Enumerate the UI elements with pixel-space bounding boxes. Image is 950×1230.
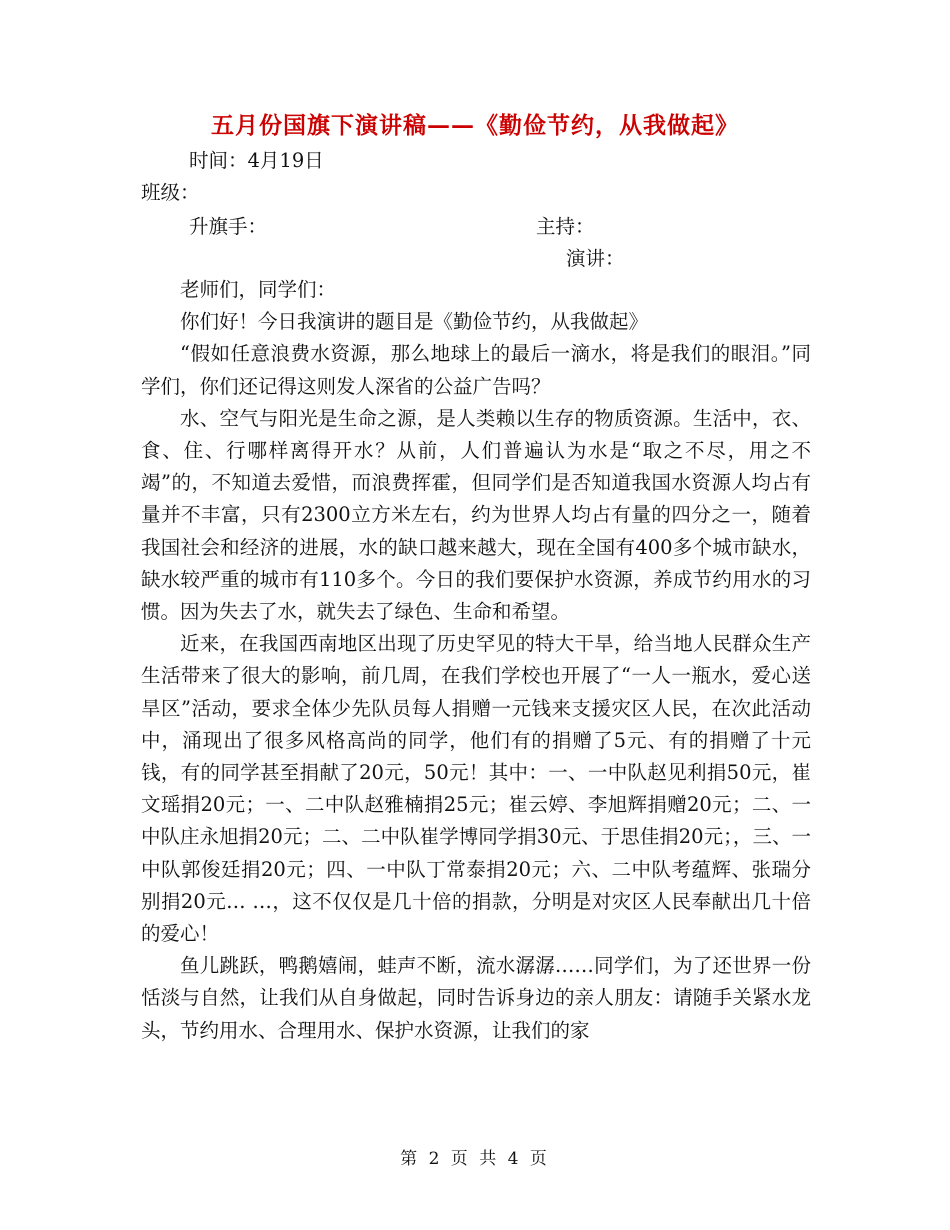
paragraph-water: 水、空气与阳光是生命之源，是人类赖以生存的物质资源。生活中，衣、食、住、行哪样离得开水？从前，人们普遍认为水是“取之不尽，用之不竭”的，不知道去爱惜，而浪费挥霍，但同学们是否知道我国水资源人均占有量并不丰富，只有2300立方米左右，约为世界人均占有量的四分之一，随着我国社会和经济的进展，水的缺口越来越大，现在全国有400多个城市缺水，缺水较严重的城市有110多个。今日的我们要保护水资源，养成节约用水的习惯。因为失去了水，就失去了绿色、生命和希望。 — [141, 406, 811, 624]
paragraph-quote: “假如任意浪费水资源，那么地球上的最后一滴水，将是我们的眼泪。”同学们，你们还记得这则发人深省的公益广告吗？ — [141, 342, 811, 398]
meta-flag-raiser: 升旗手： — [189, 215, 268, 238]
meta-class: 班级： — [141, 181, 200, 204]
meta-speaker: 演讲： — [566, 247, 625, 270]
meta-host: 主持： — [536, 215, 595, 238]
document-title: 五月份国旗下演讲稿——《勤俭节约，从我做起》 — [211, 112, 739, 139]
paragraph-greeting: 老师们，同学们： — [180, 278, 337, 301]
paragraph-donation: 近来，在我国西南地区出现了历史罕见的特大干旱，给当地人民群众生产生活带来了很大的影响，前几周，在我们学校也开展了“一人一瓶水，爱心送旱区”活动，要求全体少先队员每人捐赠一元钱来支援灾区人民，在次此活动中，涌现出了很多风格高尚的同学，他们有的捐赠了5元、有的捐赠了十元钱，有的同学甚至捐献了20元，50元！其中：一、一中队赵见利捐50元，崔文瑶捐20元；一、二中队赵雅楠捐25元；崔云婷、李旭辉捐赠20元；二、一中队庄永旭捐20元；二、二中队崔学博同学捐30元、于思佳捐20元；，三、一中队郭俊廷捐20元；四、一中队丁常泰捐20元；六、二中队考蕴辉、张瑞分别捐20元… …，这不仅仅是几十倍的捐款，分明是对灾区人民奉献出几十倍的爱心！ — [141, 632, 811, 946]
paragraph-topic: 你们好！今日我演讲的题目是《勤俭节约，从我做起》 — [180, 310, 649, 334]
page-footer: 第 2 页 共 4 页 — [400, 1149, 550, 1169]
meta-time: 时间：4月19日 — [189, 149, 324, 172]
speech-body — [141, 274, 811, 1047]
paragraph-call-to-action: 鱼儿跳跃，鸭鹅嬉闹，蛙声不断，流水潺潺……同学们，为了还世界一份恬淡与自然，让我们从自身做起，同时告诉身边的亲人朋友：请随手关紧水龙头，节约用水、合理用水、保护水资源，让我们的家 — [141, 954, 811, 1042]
